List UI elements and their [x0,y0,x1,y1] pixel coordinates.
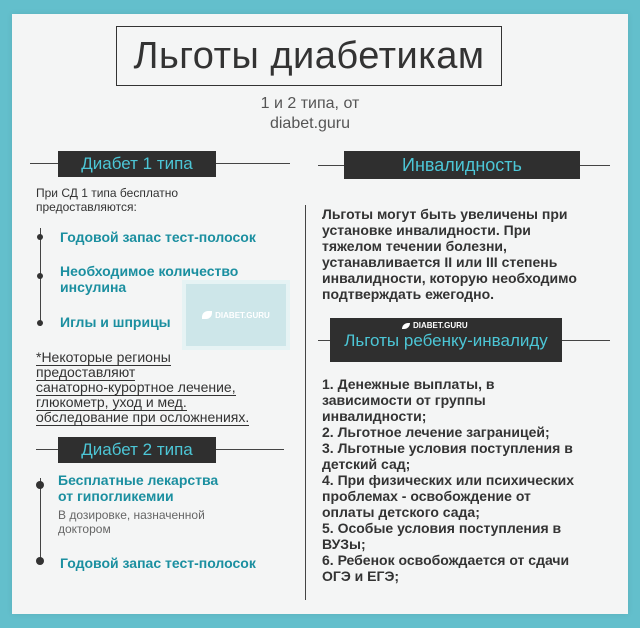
subtitle-line-1: 1 и 2 типа, от [260,95,360,112]
leaf-logo-icon-small [402,323,410,329]
subtitle-line-2: diabet.guru [269,115,351,132]
disability-label: Инвалидность [344,151,580,179]
child-logo-text: DIABET.GURU [413,321,468,330]
note-line-4: глюкометр, уход и мед. [36,394,187,410]
type1-intro-line-1: При СД 1 типа бесплатно [36,186,179,200]
type2-label: Диабет 2 типа [58,437,216,463]
type2-bullet-1 [36,481,44,489]
child-logo [402,321,468,330]
stamp-text: DIABET.GURU [215,310,270,320]
leaf-logo-icon [202,311,212,319]
child-line-6: детский сад; [322,456,411,472]
child-line-4: 2. Льготное лечение заграницей; [322,424,550,440]
child-benefits-list [322,376,612,584]
type1-item-insulin-line-1: Необходимое количество [60,263,239,279]
child-line-1: 1. Денежные выплаты, в [322,376,495,392]
diabet-guru-stamp [182,280,290,350]
type1-item-test-strips: Годовой запас тест-полосок [60,229,256,245]
child-line-8: проблемах - освобождение от [322,488,531,504]
type1-label: Диабет 1 типа [58,151,216,177]
type2-dosage-line-1: В дозировке, назначенной [58,508,205,522]
disability-line-1: Льготы могут быть увеличены при [322,206,568,222]
disability-description [322,206,612,302]
disability-line-5: инвалидности, которую необходимо [322,270,577,286]
type2-timeline [40,478,41,562]
note-line-3: санаторно-курортное лечение, [36,379,236,395]
type2-item-medicines-line-1: Бесплатные лекарства [58,472,219,488]
child-label-box [330,318,562,362]
disability-line-6: подтверждать ежегодно. [322,286,495,302]
child-line-3: инвалидности; [322,408,427,424]
type1-bullet-1 [37,234,43,240]
disability-line-2: установке инвалидности. При [322,222,531,238]
child-line-7: 4. При физических или психических [322,472,575,488]
child-line-10: 5. Особые условия поступления в [322,520,562,536]
regional-note [36,350,276,425]
type1-bullet-2 [37,273,43,279]
subtitle [200,94,420,134]
disability-line-4: устанавливается II или III степень [322,254,558,270]
child-line-5: 3. Льготные условия поступления в [322,440,573,456]
page-title: Льготы диабетикам [116,26,502,86]
type2-item-test-strips: Годовой запас тест-полосок [60,555,256,571]
type2-item-medicines [58,472,218,504]
type2-dosage-line-2: доктором [58,522,111,536]
type1-item-needles: Иглы и шприцы [60,314,171,330]
note-line-1: *Некоторые регионы [36,349,171,365]
note-line-5: обследование при осложнениях. [36,409,250,425]
type1-intro-line-2: предоставляются: [36,200,137,214]
child-label: Льготы ребенку-инвалиду [344,331,548,350]
child-line-11: ВУЗы; [322,536,366,552]
note-line-2: предоставляют [36,364,136,380]
child-line-13: ОГЭ и ЕГЭ; [322,568,400,584]
child-line-9: оплаты детского сада; [322,504,480,520]
type2-item-medicines-line-2: от гипогликемии [58,488,174,504]
type1-bullet-3 [37,320,43,326]
type2-bullet-2 [36,557,44,565]
type2-dosage-note [58,508,205,536]
type1-item-insulin-line-2: инсулина [60,279,127,295]
child-line-2: зависимости от группы [322,392,486,408]
child-line-12: 6. Ребенок освобождается от сдачи [322,552,570,568]
type1-intro [36,186,256,214]
disability-line-3: тяжелом течении болезни, [322,238,507,254]
center-divider [305,205,306,600]
